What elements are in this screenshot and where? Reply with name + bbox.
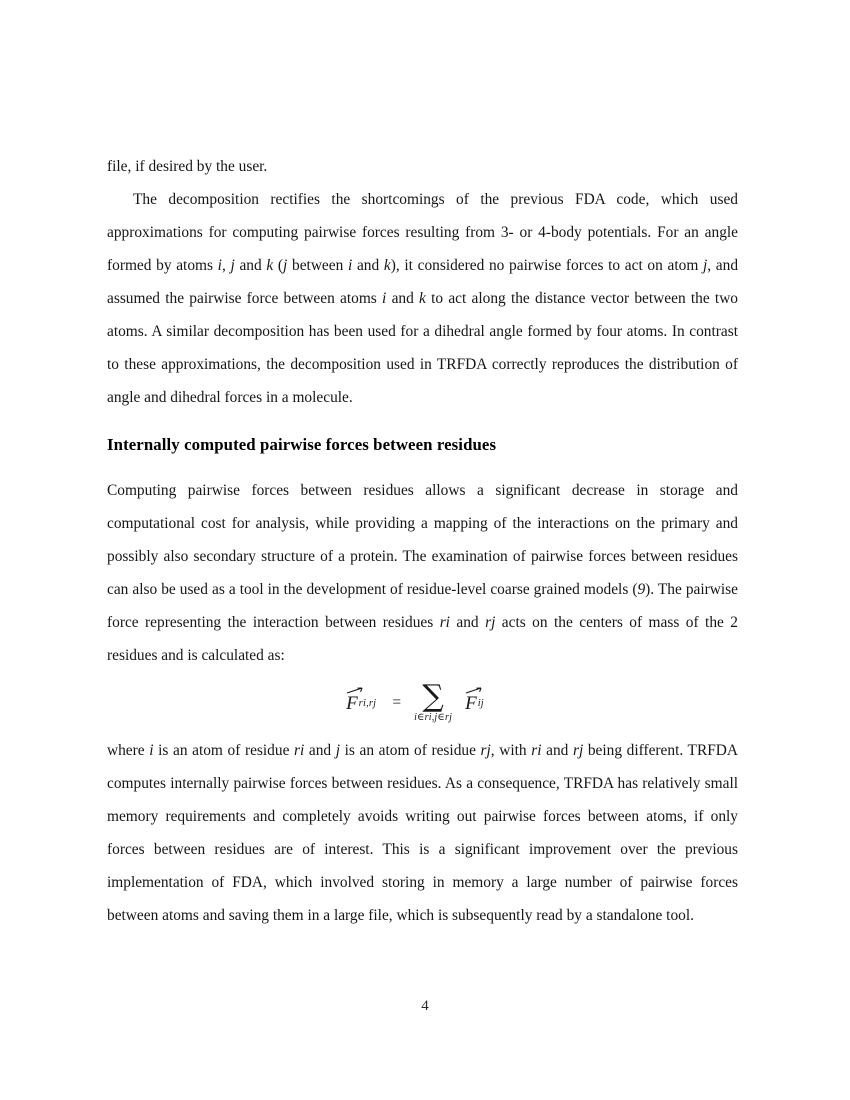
citation-reference: 9: [637, 581, 646, 598]
text-run: acts on the centers of mass of the 2 residues and is calculated as:: [107, 614, 738, 664]
math-var-j: j: [230, 257, 235, 274]
text-run: The decomposition rectifies the shortcomings of the previous FDA code, which used approximations for computing pairwise forces resulting from 3- or 4-body potentials. For an angle formed by atoms: [107, 191, 738, 274]
sigma-icon: ∑: [422, 679, 444, 715]
text-run: ). The pairwise force representing the interaction between residues: [107, 581, 738, 631]
text-run: is an atom of residue: [340, 742, 481, 759]
equation-content: [345, 679, 484, 723]
summation-limits: i∈ri,j∈rj: [414, 711, 453, 723]
math-var-j: j: [335, 742, 341, 759]
text-run: Computing pairwise forces between residues allows a significant decrease in storage and computational cost for analysis, while providing a mapping of the interactions on the primary and possibly also secondary structure of a protein. The examination of pairwise forces between residues can also be used as a tool in the development of residue-level coarse grained models (: [107, 482, 738, 598]
paragraph-continuation: file, if desired by the user.: [107, 158, 268, 175]
document-body: [107, 150, 738, 932]
math-var-i: i: [347, 257, 353, 274]
math-var-k: k: [419, 290, 426, 307]
F-symbol: F: [346, 692, 358, 714]
text-run: and: [352, 257, 384, 274]
page-number: 4: [421, 998, 429, 1014]
heading-spacer-bottom: [107, 461, 738, 474]
math-var-k: k: [266, 257, 274, 274]
text-run: where: [107, 742, 150, 759]
paragraph-where-clause: [107, 734, 738, 932]
math-var-rj: rj: [485, 614, 496, 631]
math-var-k: k: [383, 257, 391, 274]
text-run: and: [234, 257, 267, 274]
text-run: , and assumed the pairwise force between atoms: [107, 257, 739, 307]
summation: [414, 679, 453, 723]
math-var-i: i: [149, 742, 154, 759]
equals-sign: =: [392, 694, 402, 711]
math-var-rj: rj: [572, 742, 584, 759]
text-run: being different. TRFDA computes internally pairwise forces between residues. As a consequence, TRFDA has relatively small memory requirements and completely avoids writing out pairwise forces between atoms, if only forces between residues are of interest. This is a significant improvement over the previous implementation of FDA, which involved storing in memory a large number of pairwise forces between atoms and saving them in a large file, which is subsequently read by a standalone tool.: [107, 742, 738, 924]
math-var-j: j: [283, 257, 288, 274]
heading-spacer-top: [107, 414, 738, 428]
text-run: (: [273, 257, 284, 274]
math-var-rj: rj: [480, 742, 491, 759]
F-symbol: F: [465, 692, 477, 714]
text-run: and: [386, 290, 420, 307]
math-var-ri: ri: [531, 742, 542, 759]
math-var-i: i: [382, 290, 387, 307]
subscript-ri-rj: ri,rj: [358, 697, 377, 709]
vector-F-lhs: [345, 694, 359, 713]
text-run: and: [449, 614, 486, 631]
text-run: and: [304, 742, 336, 759]
text-run: to act along the distance vector between the two atoms. A similar decomposition has been used for a dihedral angle formed by four atoms. In contrast to these approximations, the decomposition used in TRFDA correctly reproduces the distribution of angle and dihedral forces in a molecule.: [107, 290, 739, 406]
math-var-ri: ri: [439, 614, 450, 631]
text-run: is an atom of residue: [153, 742, 295, 759]
math-var-i: i: [217, 257, 222, 274]
paragraph-residue-forces: [107, 474, 738, 672]
text-run: ,: [221, 257, 231, 274]
section-heading: Internally computed pairwise forces between residues: [107, 435, 497, 454]
text-run: and: [541, 742, 573, 759]
text-run: between: [287, 257, 348, 274]
paragraph-decomposition: [107, 183, 738, 414]
display-equation: [107, 672, 738, 734]
text-run: , with: [490, 742, 532, 759]
math-var-ri: ri: [294, 742, 305, 759]
subscript-ij: ij: [477, 697, 484, 709]
math-var-j: j: [702, 257, 708, 274]
text-run: ), it considered no pairwise forces to act on atom: [390, 257, 703, 274]
vector-F-rhs: [464, 694, 478, 713]
